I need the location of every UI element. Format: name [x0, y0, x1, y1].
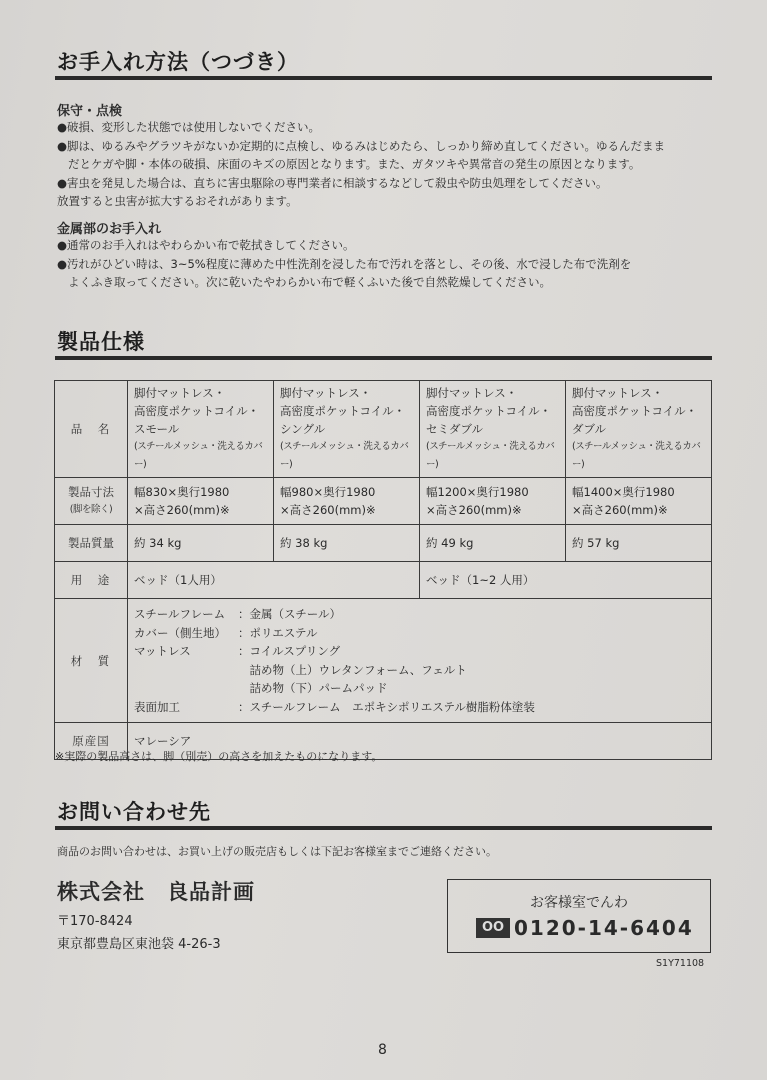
- product-name-cell: 脚付マットレス・ 高密度ポケットコイル・ シングル (スチールメッシュ・洗えるカバー): [274, 381, 420, 478]
- table-row: [55, 599, 712, 723]
- text-line: ●害虫を発見した場合は、直ちに害虫駆除の専門業者に相談するなどして殺虫や防虫処理をしてください。: [57, 175, 608, 190]
- weight-cell: 約 38 kg: [274, 525, 420, 562]
- table-row: [55, 381, 712, 478]
- tel-number-row: [476, 916, 694, 940]
- maintenance-text: [57, 118, 722, 211]
- size-cell: 幅1400×奥行1980 ×高さ260(mm)※: [566, 478, 712, 525]
- contact-text: 商品のお問い合わせは、お買い上げの販売店もしくは下記お客様室までご連絡ください。: [57, 845, 497, 858]
- contact-title: お問い合わせ先: [57, 800, 211, 824]
- tel-label: お客様室でんわ: [530, 895, 628, 911]
- metal-care-heading: 金属部のお手入れ: [57, 222, 162, 237]
- label-weight: 製品質量: [55, 525, 128, 562]
- weight-cell: 約 34 kg: [128, 525, 274, 562]
- page-number: 8: [378, 1042, 387, 1058]
- label-origin: 原産国: [55, 723, 128, 760]
- document-code: S1Y71108: [656, 958, 705, 969]
- text-line: だとケガや脚・本体の破損、床面のキズの原因となります。また、ガタツキや異常音の発生の原因となります。: [68, 157, 641, 171]
- size-cell: 幅1200×奥行1980 ×高さ260(mm)※: [420, 478, 566, 525]
- size-cell: 幅980×奥行1980 ×高さ260(mm)※: [274, 478, 420, 525]
- text-line: ●通常のお手入れはやわらかい布で乾拭きしてください。: [57, 238, 355, 252]
- text-line: 放置すると虫害が拡大するおそれがあります。: [57, 194, 298, 208]
- freedial-icon: OO: [476, 918, 510, 938]
- care-title: お手入れ方法（つづき）: [57, 50, 299, 74]
- use-cell: ベッド（1~2 人用）: [420, 562, 712, 599]
- text-line: ●破損、変形した状態では使用しないでください。: [57, 120, 321, 134]
- spec-table: [54, 380, 712, 760]
- weight-cell: 約 49 kg: [420, 525, 566, 562]
- metal-care-text: [57, 236, 722, 292]
- use-cell: ベッド（1人用）: [128, 562, 420, 599]
- postal-code: 〒170-8424: [57, 914, 133, 929]
- customer-service-box: [447, 879, 711, 953]
- material-cell: スチールフレーム ：金属（スチール） カバー（側生地） ：ポリエステル マットレス ：コイルスプリング 詰め物（上）ウレタンフォーム、フェルト 詰め物（下）パームパッド 表面加工 ：スチールフレーム エポキシポリエステル樹脂粉体塗装: [128, 599, 712, 723]
- product-name-cell: 脚付マットレス・ 高密度ポケットコイル・ スモール (スチールメッシュ・洗えるカバー): [128, 381, 274, 478]
- spec-title: 製品仕様: [57, 330, 145, 354]
- divider: [55, 826, 712, 830]
- table-row: [55, 525, 712, 562]
- text-line: よくふき取ってください。次に乾いたやわらかい布で軽くふいた後で自然乾燥してください。: [68, 275, 551, 289]
- spec-note: ※実際の製品高さは、脚（別売）の高さを加えたものになります。: [55, 750, 383, 763]
- product-name-cell: 脚付マットレス・ 高密度ポケットコイル・ ダブル (スチールメッシュ・洗えるカバー): [566, 381, 712, 478]
- divider: [55, 356, 712, 360]
- address: 東京都豊島区東池袋 4-26-3: [57, 937, 221, 952]
- product-name-cell: 脚付マットレス・ 高密度ポケットコイル・ セミダブル (スチールメッシュ・洗えるカバー): [420, 381, 566, 478]
- label-name: 品 名: [55, 381, 128, 478]
- text-line: ●脚は、ゆるみやグラツキがないか定期的に点検し、ゆるみはじめたら、しっかり締め直してください。ゆるんだまま: [57, 138, 666, 153]
- maintenance-heading: 保守・点検: [57, 104, 123, 119]
- company-name: 株式会社 良品計画: [57, 880, 255, 904]
- text-line: ●汚れがひどい時は、3~5%程度に薄めた中性洗剤を浸した布で汚れを落とし、その後、水で浸した布で洗剤を: [57, 256, 632, 271]
- size-cell: 幅830×奥行1980 ×高さ260(mm)※: [128, 478, 274, 525]
- origin-cell: マレーシア: [128, 723, 712, 760]
- tel-number: 0120-14-6404: [514, 916, 694, 940]
- table-row: [55, 562, 712, 599]
- divider: [55, 76, 712, 80]
- weight-cell: 約 57 kg: [566, 525, 712, 562]
- label-size: 製品寸法 (脚を除く): [55, 478, 128, 525]
- table-row: [55, 478, 712, 525]
- label-use: 用 途: [55, 562, 128, 599]
- label-material: 材 質: [55, 599, 128, 723]
